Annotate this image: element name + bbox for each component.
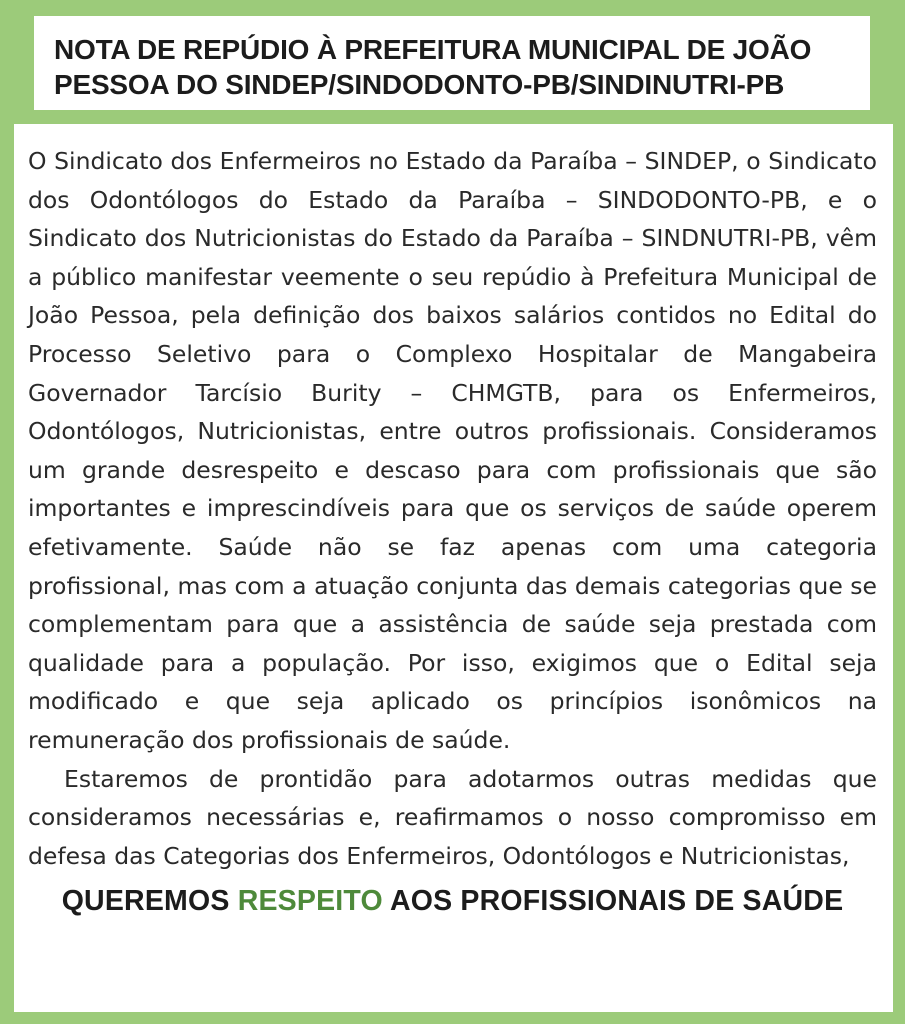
paragraph-1: O Sindicato dos Enfermeiros no Estado da Paraíba – SINDEP, o Sindicato dos Odontólogos do Estado da Paraíba – SINDODONTO-PB, e o Sindicato dos Nutricionistas do Estado da Paraíba – SINDNUTRI-PB, vêm a público manifestar veemente o seu repúdio à Prefeitura Municipal de João Pessoa, pela definição dos baixos salários contidos no Edital do Processo Seletivo para o Complexo Hospitalar de Mangabeira Governador Tarcísio Burity – CHMGTB, para os Enfermeiros, Odontólogos, Nutricionistas, entre outros profissionais. Consideramos um grande desrespeito e descaso para com profissionais que são importantes e imprescindíveis para que os serviços de saúde operem efetivamente. Saúde não se faz apenas com uma categoria profissional, mas com a atuação conjunta das demais categorias que se complementam para que a assistência de saúde seja prestada com qualidade para a população. Por isso, exigimos que o Edital seja modificado e que seja aplicado os princípios isonômicos na remuneração dos profissionais de saúde. (28, 147, 877, 754)
body-box (14, 124, 893, 1012)
closing-statement (28, 885, 877, 918)
closing-after: AOS PROFISSIONAIS DE SAÚDE (382, 885, 844, 918)
closing-before: QUEREMOS (61, 885, 238, 918)
title-box (34, 16, 870, 110)
closing-highlight: RESPEITO (237, 885, 383, 918)
page-title: NOTA DE REPÚDIO À PREFEITURA MUNICIPAL DE JOÃO PESSOA DO SINDEP/SINDODONTO-PB/SINDINUTRI-PB (54, 34, 812, 100)
paragraph-2: Estaremos de prontidão para adotarmos outras medidas que consideramos necessárias e, reafirmamos o nosso compromisso em defesa das Categorias dos Enfermeiros, Odontólogos e Nutricionistas, (28, 764, 877, 870)
